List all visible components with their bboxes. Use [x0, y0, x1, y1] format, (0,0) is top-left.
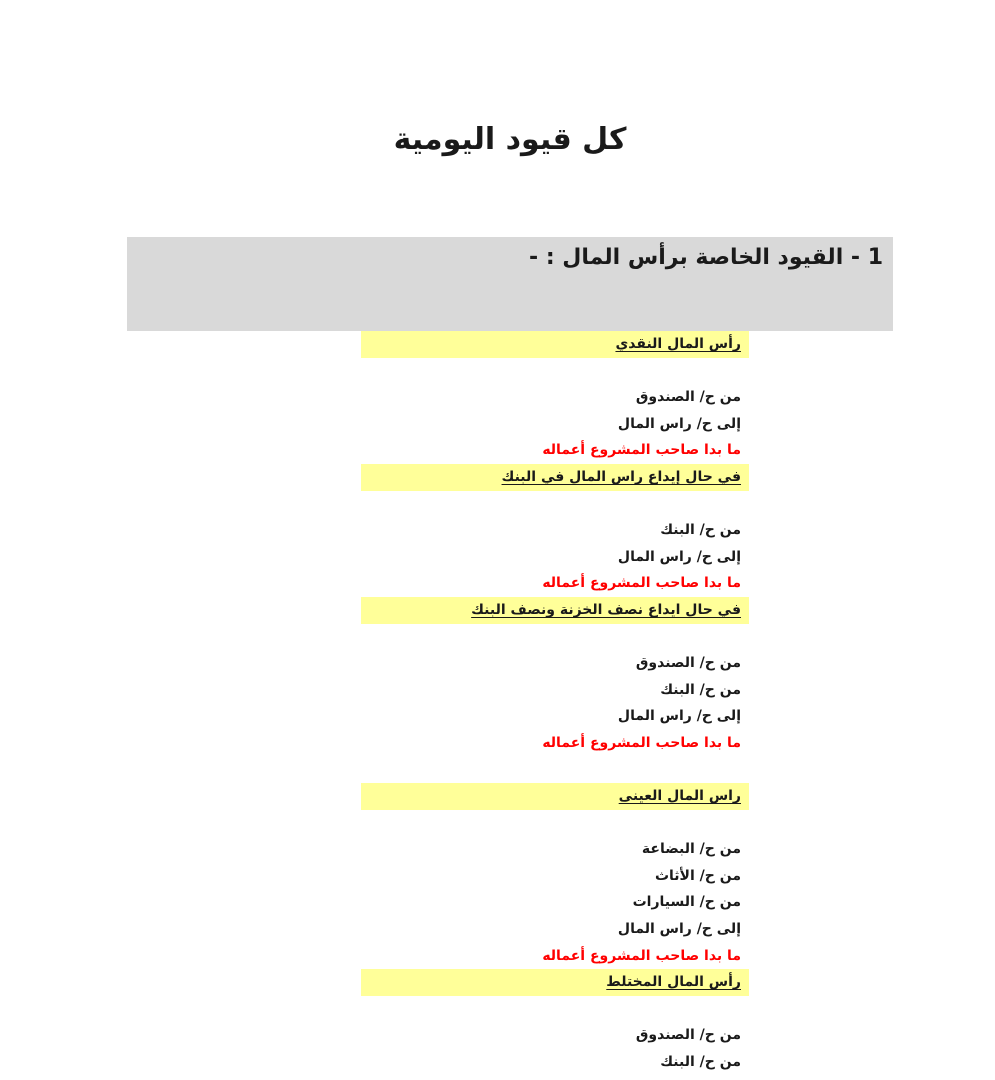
- entry-note: ما بدا صاحب المشروع أعماله: [542, 947, 741, 964]
- entry-line: إلى ح/ راس المال: [617, 708, 741, 725]
- entry-note: ما بدا صاحب المشروع أعماله: [542, 442, 741, 459]
- section-heading: 1 - القيود الخاصة برأس المال : -: [529, 245, 883, 270]
- entry-header: [361, 464, 749, 491]
- entry-line: من ح/ البنك: [660, 1054, 741, 1071]
- document-title: كل قيود اليومية: [393, 122, 627, 157]
- blank-row: [361, 810, 749, 837]
- entry-line: من ح/ الأثاث: [654, 867, 741, 884]
- entry-line: من ح/ السيارات: [632, 894, 741, 911]
- blank-row: [361, 491, 749, 518]
- entry-note: ما بدا صاحب المشروع أعماله: [542, 575, 741, 592]
- blank-row: [361, 358, 749, 385]
- entry-header-label: راس المال العينى: [618, 788, 741, 805]
- entry-header: [361, 969, 749, 996]
- section-band: [127, 237, 893, 331]
- entry-line: من ح/ الصندوق: [635, 1027, 741, 1044]
- entry-header: [361, 331, 749, 358]
- entry-note: ما بدا صاحب المشروع أعماله: [542, 734, 741, 751]
- entry-line: من ح/ البنك: [660, 522, 741, 539]
- entry-line: من ح/ الصندوق: [635, 389, 741, 406]
- blank-row: [361, 757, 749, 784]
- entry-line: من ح/ البنك: [660, 681, 741, 698]
- entry-header-label: رأس المال النقدي: [615, 336, 741, 352]
- entry-header-label: في حال ايداع نصف الخزنة ونصف البنك: [471, 601, 741, 618]
- entry-header: [361, 597, 749, 624]
- entry-line: من ح/ الصندوق: [635, 655, 741, 672]
- entry-line: من ح/ البضاعة: [641, 841, 741, 858]
- entry-header-label: في حال إيداع راس المال في البنك: [501, 468, 741, 485]
- entry-line: إلى ح/ راس المال: [617, 921, 741, 938]
- blank-row: [361, 624, 749, 651]
- entry-header: [361, 783, 749, 810]
- journal-entries: [361, 331, 749, 1076]
- blank-row: [361, 996, 749, 1023]
- entry-line: إلى ح/ راس المال: [617, 415, 741, 432]
- entry-header-label: رأس المال المختلط: [606, 974, 741, 991]
- entry-line: إلى ح/ راس المال: [617, 548, 741, 565]
